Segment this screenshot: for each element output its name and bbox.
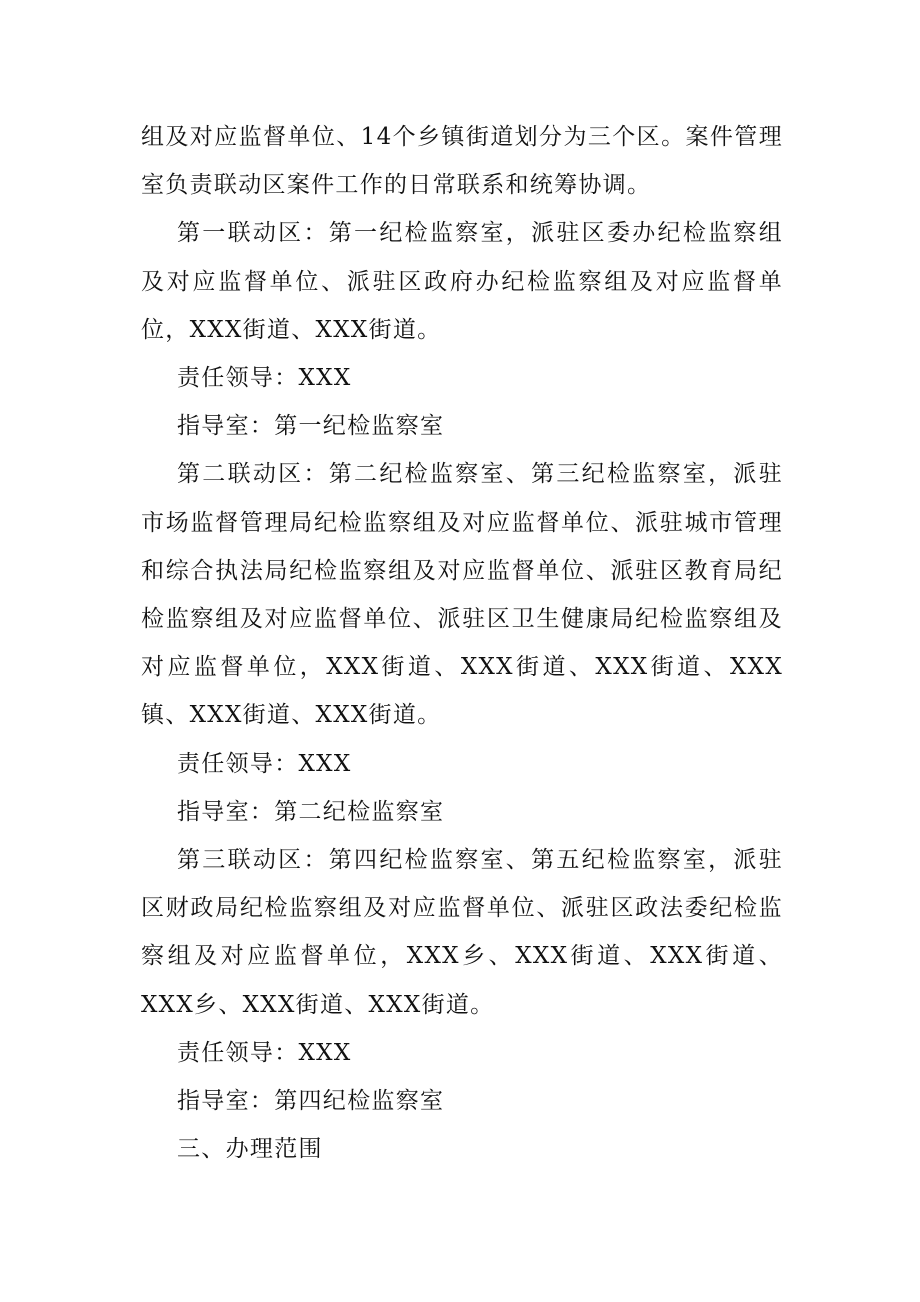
paragraph-zone-3: 第三联动区：第四纪检监察室、第五纪检监察室，派驻区财政局纪检监察组及对应监督单位、派驻区政法委纪检监察组及对应监督单位，XXX乡、XXX街道、XXX街道、XXX乡、XXX街道、XXX街道。 <box>141 847 783 1018</box>
paragraph-zone-1: 第一联动区：第一纪检监察室，派驻区委办纪检监察组及对应监督单位、派驻区政府办纪检监察组及对应监督单位，XXX街道、XXX街道。 <box>141 220 783 343</box>
paragraph-zone-2: 第二联动区：第二纪检监察室、第三纪检监察室，派驻市场监督管理局纪检监察组及对应监督单位、派驻城市管理和综合执法局纪检监察组及对应监督单位、派驻区教育局纪检监察组及对应监督单位、派驻区卫生健康局纪检监察组及对应监督单位，XXX街道、XXX街道、XXX街道、XXX镇、XXX街道、XXX街道。 <box>141 461 783 729</box>
paragraph-zone-2-leader: 责任领导：XXX <box>177 750 352 777</box>
paragraph-zone-3-leader: 责任领导：XXX <box>177 1039 352 1066</box>
document-body <box>141 113 783 1173</box>
paragraph-continuation: 组及对应监督单位、14个乡镇街道划分为三个区。案件管理室负责联动区案件工作的日常联系和统筹协调。 <box>141 124 783 199</box>
section-heading-scope: 三、办理范围 <box>177 1136 323 1163</box>
paragraph-zone-1-guide-office: 指导室：第一纪检监察室 <box>177 413 445 440</box>
paragraph-zone-1-leader: 责任领导：XXX <box>177 365 352 392</box>
paragraph-zone-2-guide-office: 指导室：第二纪检监察室 <box>177 798 445 825</box>
paragraph-zone-3-guide-office: 指导室：第四纪检监察室 <box>177 1088 445 1115</box>
